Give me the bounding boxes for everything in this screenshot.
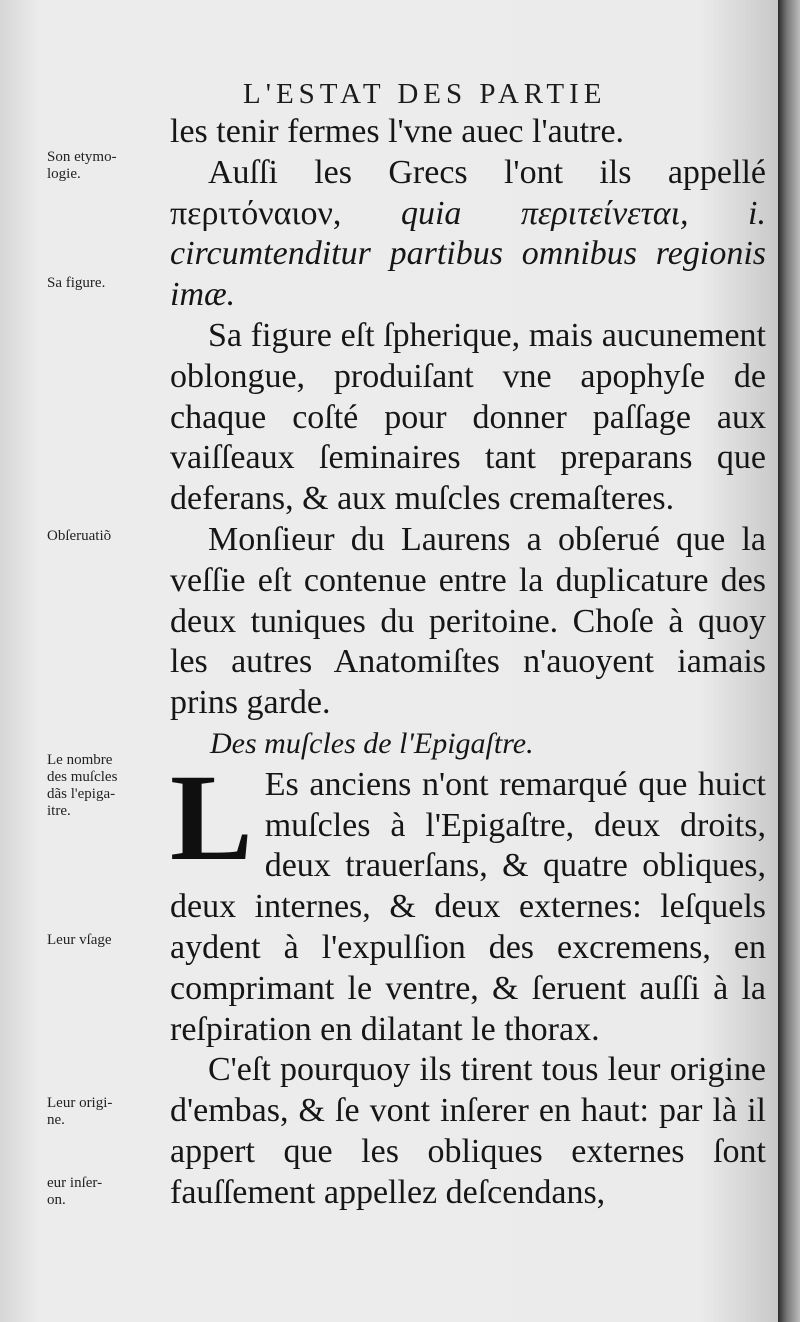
paragraph-origin: C'eſt pourquoy ils tirent tous leur origine d'embas, & ſe vont inſerer en haut: par là il appert que les obliques externes ſont fauſſement appellez deſcendans, (170, 1051, 766, 1211)
margin-note-figure: Sa figure. (47, 275, 106, 291)
margin-note-observation: Obſeruatiõ (47, 528, 112, 544)
muscles-text: Es anciens n'ont remarqué que huict muſcles à l'Epigaſtre, deux droits, deux trauerſans, & quatre obliques, deux internes, & deux externes: leſquels aydent à l'expulſion des excremens, en comprimant le ventre, & ſeruent auſſi à la reſpiration en dilatant le thorax. (170, 765, 766, 1048)
section-heading: Des muſcles de l'Epigaſtre. (210, 726, 534, 760)
drop-capital: L (170, 748, 253, 886)
paragraph-muscles (170, 748, 766, 1051)
margin-note-insertion: eur inſer- on. (47, 1175, 103, 1208)
margin-note-usage: Leur vſage (47, 932, 112, 948)
etymology-latin: quia περιτείνεται, i. circumtenditur partibus omnibus regionis imæ. (170, 194, 766, 314)
page-text (170, 112, 766, 1214)
paragraph-continuation: les tenir fermes l'vne auec l'autre. (170, 113, 625, 150)
paragraph-figure: Sa figure eſt ſpherique, mais aucunement oblongue, produiſant vne apophyſe de chaque coſté pour donner paſſage aux vaiſſeaux ſeminaires tant preparans que deferans, & aux muſcles cremaſteres. (170, 316, 766, 518)
book-spine-edge (778, 0, 800, 1322)
paragraph-observation: Monſieur du Laurens a obſerué que la veſſie eſt contenue entre la duplicature des deux tuniques du peritoine. Choſe à quoy les autres Anatomiſtes n'auoyent iamais prins garde. (170, 520, 766, 722)
running-title: L'ESTAT DES PARTIE (243, 78, 607, 110)
etymology-text: Auſſi les Grecs l'ont ils appellé περιτόναιον, (170, 153, 766, 232)
margin-note-etymology: Son etymo- logie. (47, 149, 117, 182)
paragraph-etymology (170, 153, 766, 316)
margin-note-muscle-count: Le nombre des muſcles dãs l'epiga- itre. (47, 752, 118, 819)
margin-note-origin: Leur origi- ne. (47, 1095, 113, 1128)
